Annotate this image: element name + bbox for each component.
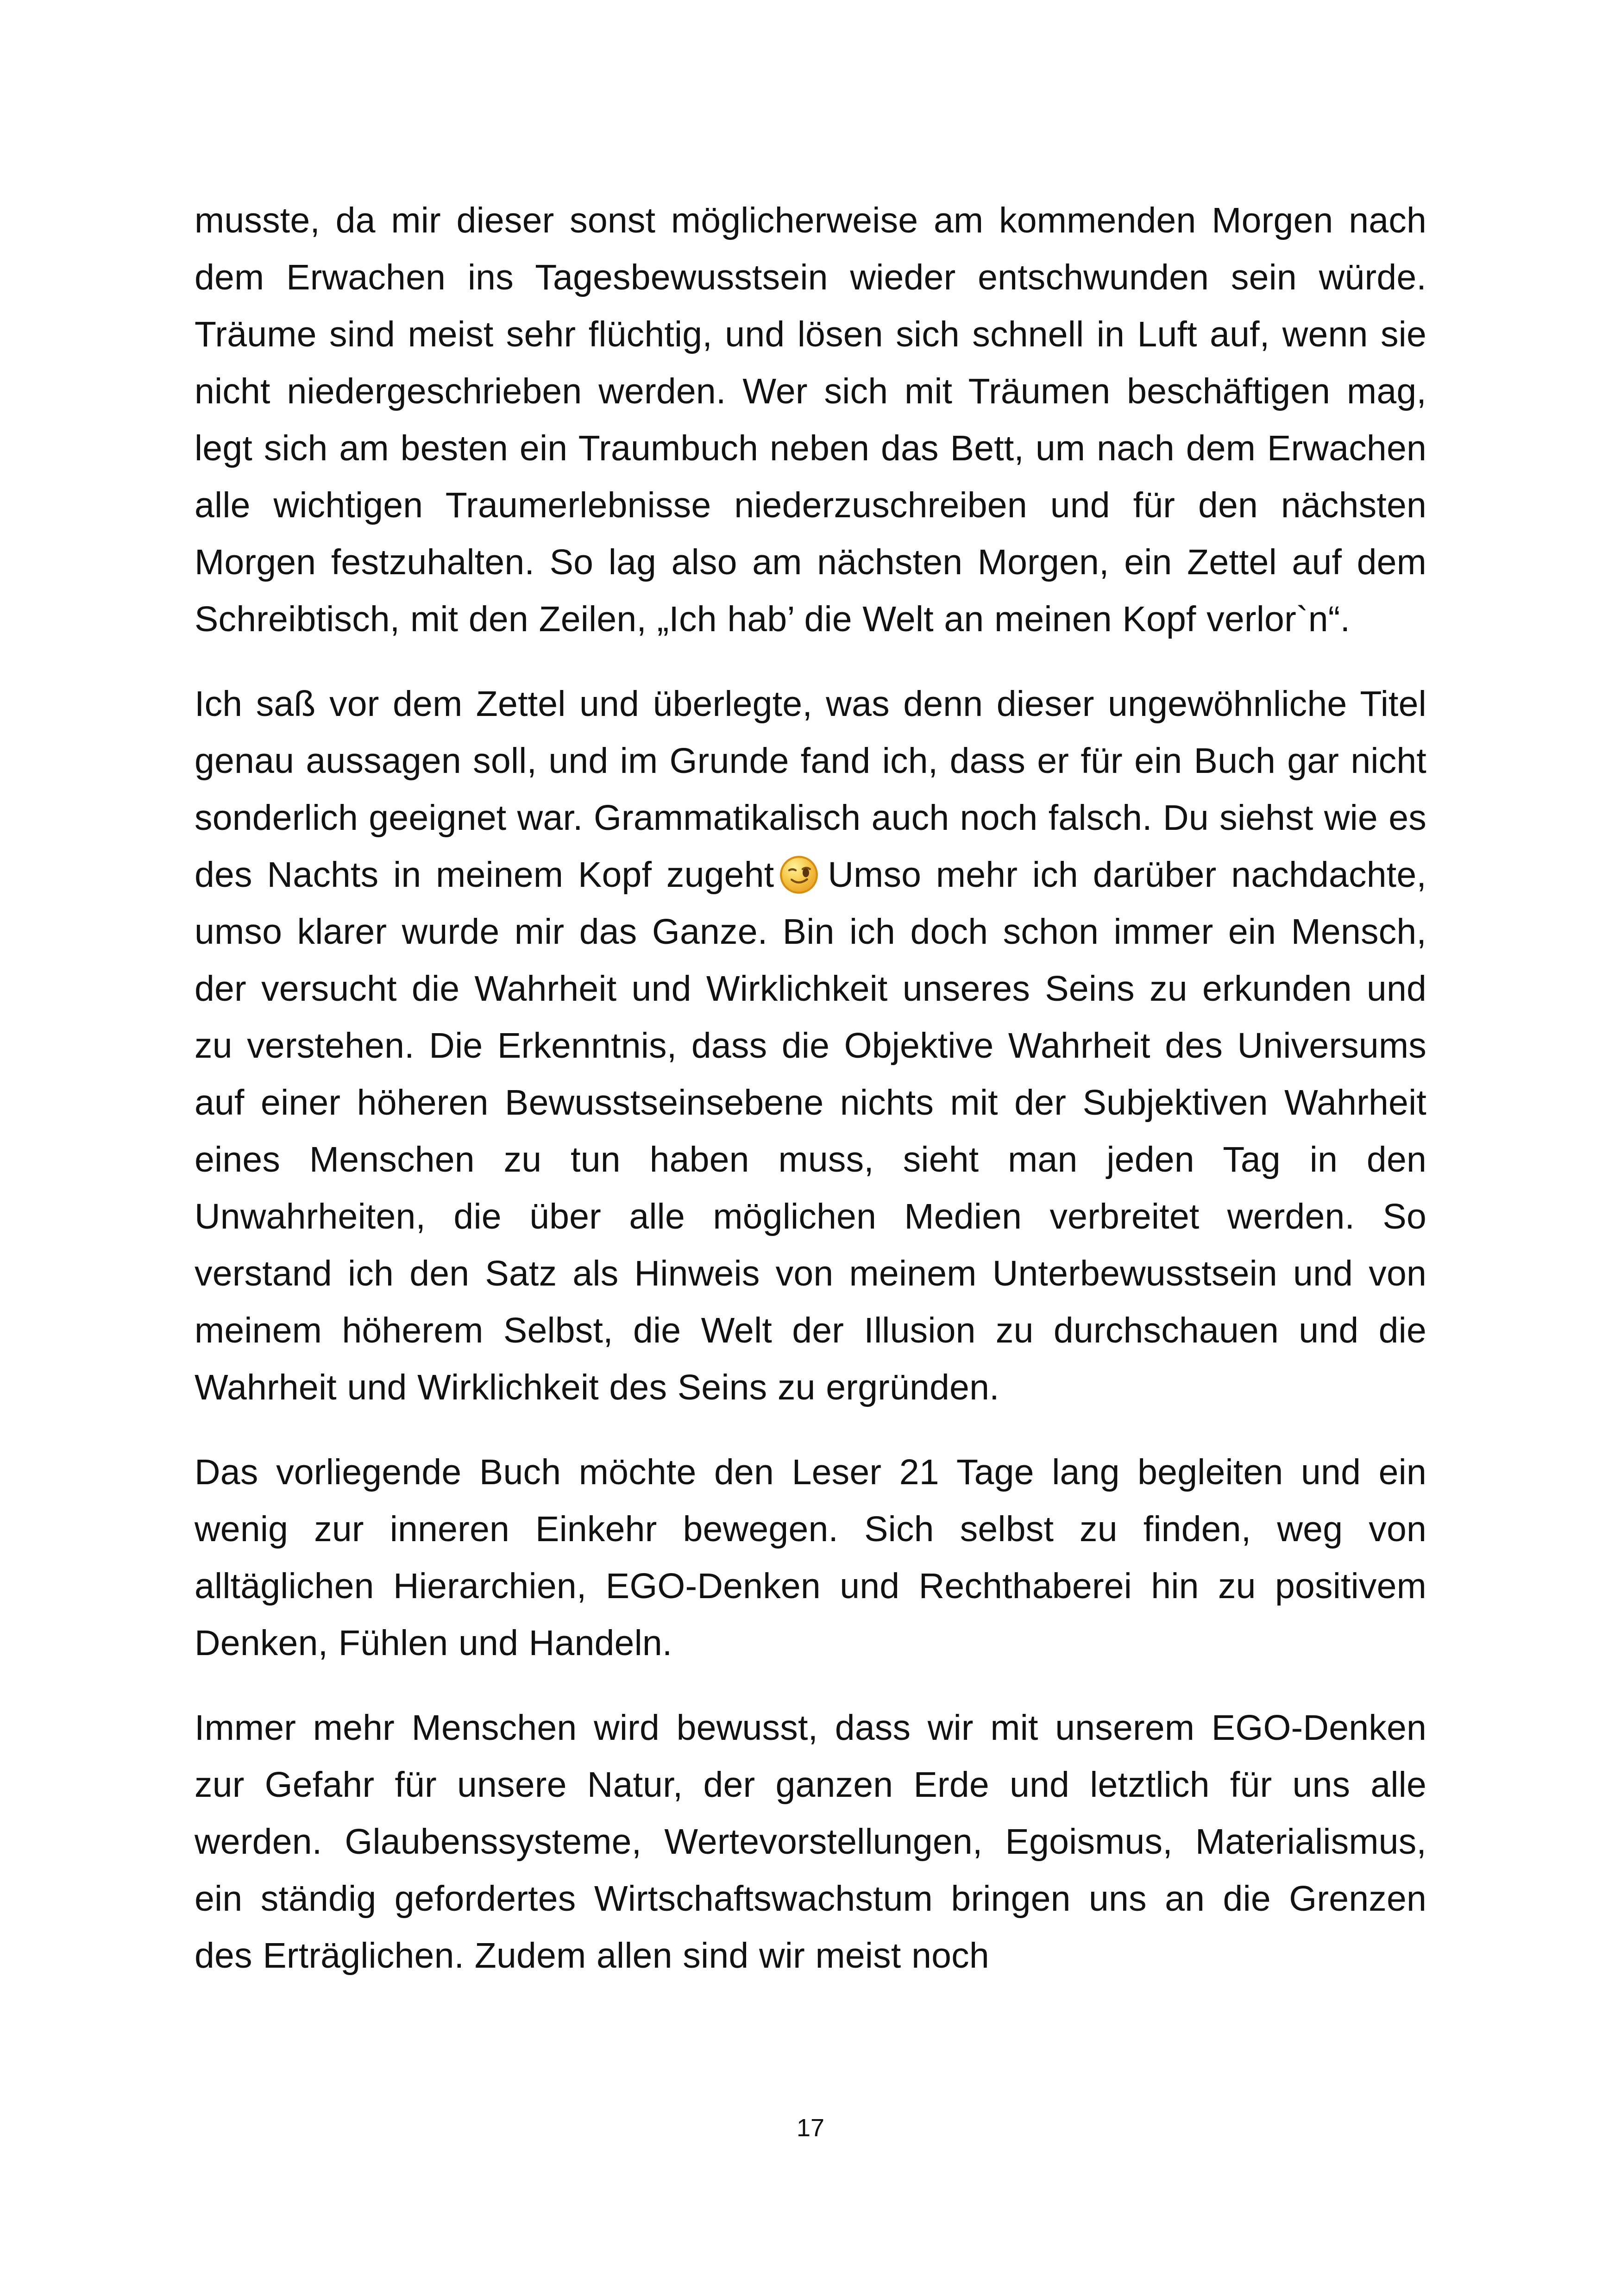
paragraph-2-text-before-emoji: Ich saß vor dem Zettel und überlegte, was denn dieser ungewöhnliche Titel genau aussagen soll, und im Grunde fand ich, dass er für ein Buch gar nicht sonderlich geeignet war. Grammatikalisch auch noch falsch. Du siehst wie es des Nachts in meinem Kopf zugeht bbox=[195, 684, 1426, 895]
paragraph-1: musste, da mir dieser sonst möglicherweise am kommenden Morgen nach dem Erwachen ins Tagesbewusstsein wieder entschwunden sein würde. Träume sind meist sehr flüchtig, und lösen sich schnell in Luft auf, wenn sie nicht niedergeschrieben werden. Wer sich mit Träumen beschäftigen mag, legt sich am besten ein Traumbuch neben das Bett, um nach dem Erwachen alle wichtigen Traumerlebnisse niederzuschreiben und für den nächsten Morgen festzuhalten. So lag also am nächsten Morgen, ein Zettel auf dem Schreibtisch, mit den Zeilen, „Ich hab’ die Welt an meinen Kopf verlor`n“. bbox=[195, 201, 1426, 639]
body-text bbox=[195, 192, 1426, 2012]
winking-face-icon bbox=[779, 854, 819, 895]
paragraph-4: Immer mehr Menschen wird bewusst, dass wir mit unserem EGO-Denken zur Gefahr für unsere Natur, der ganzen Erde und letztlich für uns alle werden. Glaubenssysteme, Wertevorstellungen, Egoismus, Materialismus, ein ständig gefordertes Wirtschaftswachstum bringen uns an die Grenzen des Erträglichen. Zudem allen sind wir meist noch bbox=[195, 1708, 1426, 1976]
paragraph-2 bbox=[195, 676, 1426, 1416]
paragraph-2-text-after-emoji: Umso mehr ich darüber nachdachte, umso klarer wurde mir das Ganze. Bin ich doch schon immer ein Mensch, der versucht die Wahrheit und Wirklichkeit unseres Seins zu erkunden und zu verstehen. Die Erkenntnis, dass die Objektive Wahrheit des Universums auf einer höheren Bewusstseinsebene nichts mit der Subjektiven Wahrheit eines Menschen zu tun haben muss, sieht man jeden Tag in den Unwahrheiten, die über alle möglichen Medien verbreitet werden. So verstand ich den Satz als Hinweis von meinem Unterbewusstsein und von meinem höherem Selbst, die Welt der Illusion zu durchschauen und die Wahrheit und Wirklichkeit des Seins zu ergründen. bbox=[195, 855, 1426, 1407]
paragraph-3: Das vorliegende Buch möchte den Leser 21 Tage lang begleiten und ein wenig zur inneren Einkehr bewegen. Sich selbst zu finden, weg von alltäglichen Hierarchien, EGO-Denken und Rechthaberei hin zu positivem Denken, Fühlen und Handeln. bbox=[195, 1452, 1426, 1663]
page-number: 17 bbox=[796, 2114, 825, 2142]
